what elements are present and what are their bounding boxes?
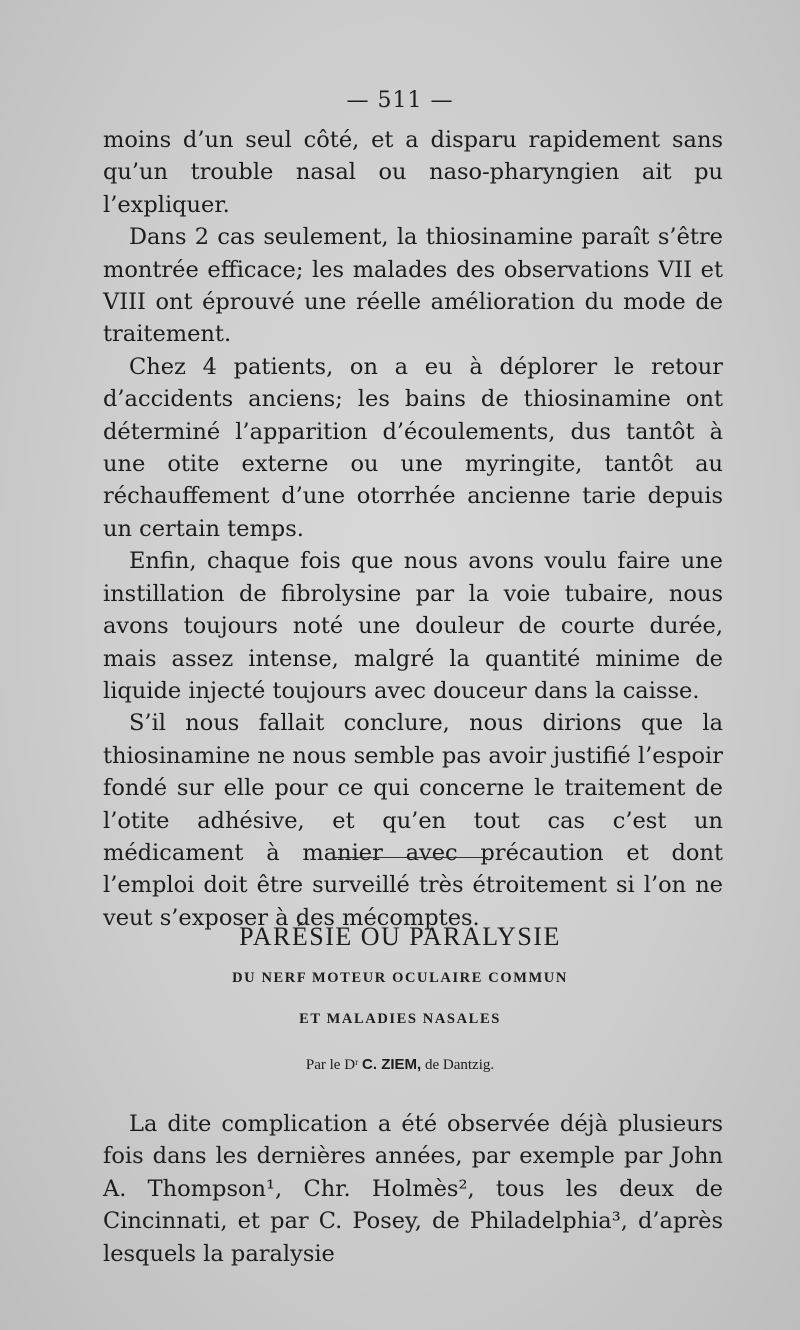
article-byline xyxy=(0,1056,800,1074)
paragraph: Chez 4 patients, on a eu à déplorer le retour d’accidents anciens; les bains de thiosinamine ont déterminé l’apparition d’écoulements, dus tantôt à une otite externe ou une myringite, tantôt au réchauffement d’une otorrhée ancienne tarie depuis un certain temps. xyxy=(103,353,723,542)
body-text-top xyxy=(103,124,723,934)
page-number: — 511 — xyxy=(346,88,454,113)
paragraph: La dite complication a été observée déjà plusieurs fois dans les dernières années, par exemple par John A. Thompson¹, Chr. Holmès², tous les deux de Cincinnati, et par C. Posey, de Philadelphia³, d’après lesquels la paralysie xyxy=(103,1111,723,1267)
paragraph: Enfin, chaque fois que nous avons voulu faire une instillation de fibrolysine par la voie tubaire, nous avons toujours noté une douleur de courte durée, mais assez intense, malgré la quantité minime de liquide injecté toujours avec douceur dans la caisse. xyxy=(103,548,723,704)
article-subtitle-line1: DU NERF MOTEUR OCULAIRE COMMUN xyxy=(232,970,568,986)
body-text-bottom xyxy=(103,1108,723,1270)
article-subtitle-line2: ET MALADIES NASALES xyxy=(299,1011,501,1027)
paragraph: Dans 2 cas seulement, la thiosinamine paraît s’être montrée efficace; les malades des observations VII et VIII ont éprouvé une réelle amélioration du mode de traitement. xyxy=(103,224,723,348)
article-title: PARÉSIE OU PARALYSIE xyxy=(239,922,561,951)
paragraph: S’il nous fallait conclure, nous dirions que la thiosinamine ne nous semble pas avoir justifié l’espoir fondé sur elle pour ce qui concerne le traitement de l’otite adhésive, et qu’en tout cas c’est un médicament à manier avec précaution et dont l’emploi doit être surveillé très étroitement si l’on ne veut s’exposer à des mécomptes. xyxy=(103,710,723,931)
paragraph: moins d’un seul côté, et a disparu rapidement sans qu’un trouble nasal ou naso-pharyngien ait pu l’expliquer. xyxy=(103,127,723,218)
author-name: C. ZIEM, xyxy=(362,1056,422,1073)
byline-prefix: Par le Dʳ xyxy=(305,1057,359,1073)
author-place: de Dantzig. xyxy=(424,1057,495,1073)
section-divider xyxy=(334,857,488,858)
